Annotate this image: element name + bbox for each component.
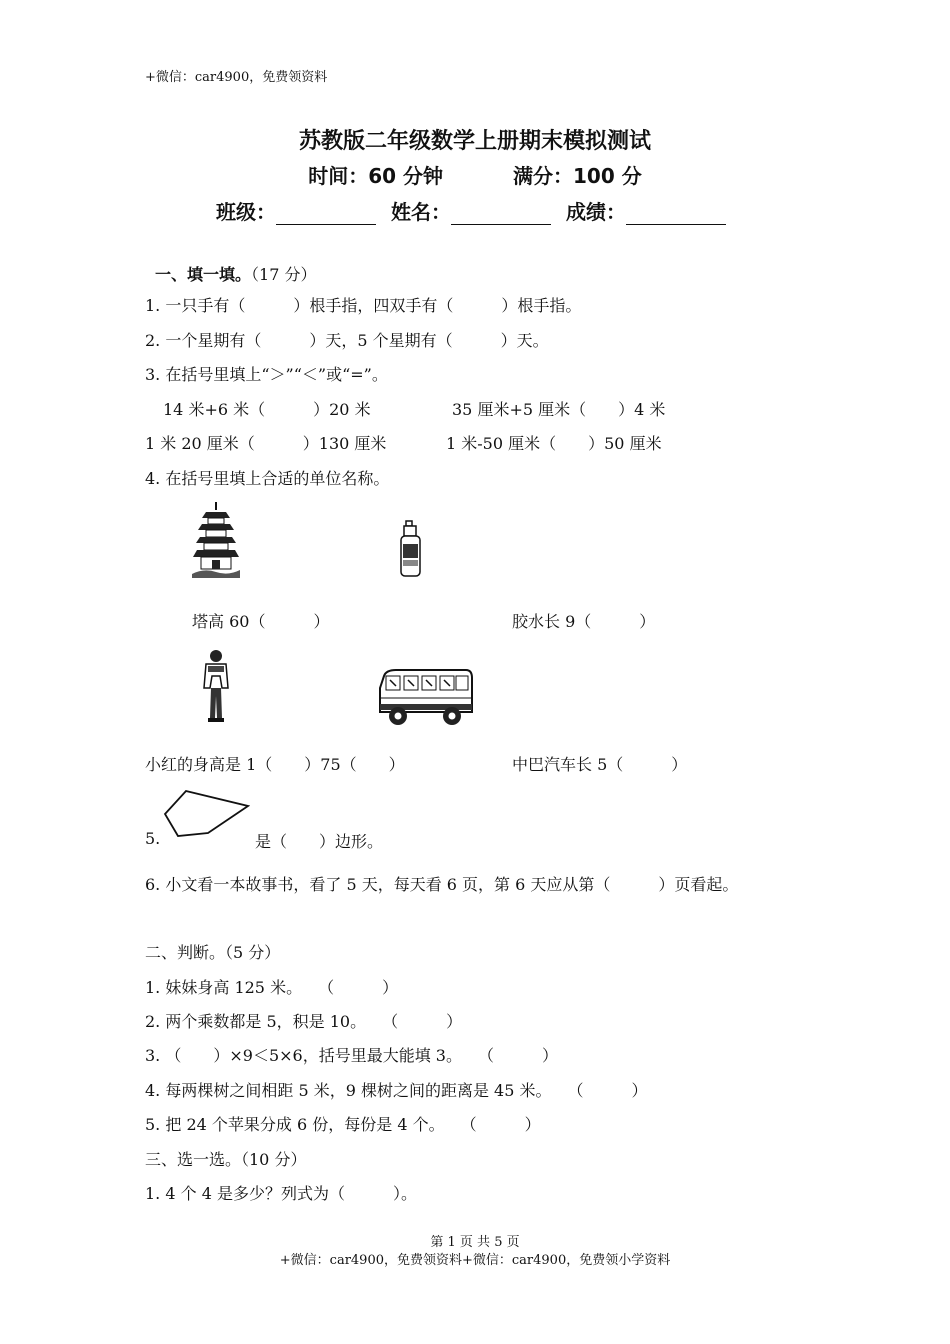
s1-q4-tower: 塔高 60（ ） [192, 612, 330, 631]
name-label: 姓名： [391, 200, 451, 224]
student-info [0, 196, 950, 225]
name-blank[interactable] [451, 206, 551, 225]
s1-q5-text: 是（ ）边形。 [255, 832, 384, 851]
section1-points: （17 分） [251, 265, 317, 284]
pentagon-shape [162, 788, 250, 838]
s1-q1: 1. 一只手有（ ）根手指，四双手有（ ）根手指。 [145, 296, 582, 315]
section2-heading: 二、判断。（5 分） [145, 943, 281, 962]
footer-note: +微信：car4900，免费领资料+微信：car4900，免费领小学资料 [279, 1253, 671, 1268]
bus-icon [376, 668, 474, 728]
class-label: 班级： [216, 200, 277, 224]
s1-q3a: 14 米+6 米（ ）20 米 [163, 400, 371, 419]
s1-q2: 2. 一个星期有（ ）天，5 个星期有（ ）天。 [145, 331, 549, 350]
exam-info [0, 160, 950, 189]
full-score: 满分：100 分 [513, 164, 642, 188]
s1-q4-bus: 中巴汽车长 5（ ） [512, 755, 688, 774]
s1-q3d: 1 米-50 厘米（ ）50 厘米 [446, 434, 662, 453]
s2-item-1: 1. 妹妹身高 125 米。 （ ） [145, 978, 399, 997]
section3-heading: 三、选一选。（10 分） [145, 1150, 307, 1169]
person-icon [200, 648, 234, 724]
s1-q5-number: 5. [145, 829, 161, 848]
s2-item-5: 5. 把 24 个苹果分成 6 份，每份是 4 个。 （ ） [145, 1115, 541, 1134]
s1-q6: 6. 小文看一本故事书，看了 5 天，每天看 6 页，第 6 天应从第（ ）页看起。 [145, 875, 739, 894]
s1-q3c: 1 米 20 厘米（ ）130 厘米 [145, 434, 387, 453]
section1-title: 一、填一填。 [155, 265, 252, 284]
s1-q3b: 35 厘米+5 厘米（ ）4 米 [452, 400, 666, 419]
s1-q4-glue: 胶水长 9（ ） [512, 612, 656, 631]
s1-q3: 3. 在括号里填上“＞”“＜”或“=”。 [145, 365, 388, 384]
class-blank[interactable] [276, 206, 376, 225]
grade-blank[interactable] [626, 206, 726, 225]
header-note: +微信：car4900，免费领资料 [145, 70, 328, 85]
time-limit: 时间：60 分钟 [308, 164, 444, 188]
s2-item-2: 2. 两个乘数都是 5，积是 10。 （ ） [145, 1012, 463, 1031]
s2-item-4: 4. 每两棵树之间相距 5 米，9 棵树之间的距离是 45 米。 （ ） [145, 1081, 648, 1100]
page-number: 第 1 页 共 5 页 [430, 1235, 520, 1250]
s1-q4: 4. 在括号里填上合适的单位名称。 [145, 469, 390, 488]
s2-item-3: 3. （ ）×9＜5×6，括号里最大能填 3。 （ ） [145, 1046, 558, 1065]
page-title: 苏教版二年级数学上册期末模拟测试 [298, 129, 651, 154]
s1-q4-person: 小红的身高是 1（ ）75（ ） [145, 755, 405, 774]
section1-heading [155, 262, 316, 285]
grade-label: 成绩： [565, 200, 626, 224]
pagoda-icon [192, 500, 240, 578]
s3-q1: 1. 4 个 4 是多少？列式为（ ）。 [145, 1184, 417, 1203]
glue-bottle-icon [398, 520, 424, 580]
